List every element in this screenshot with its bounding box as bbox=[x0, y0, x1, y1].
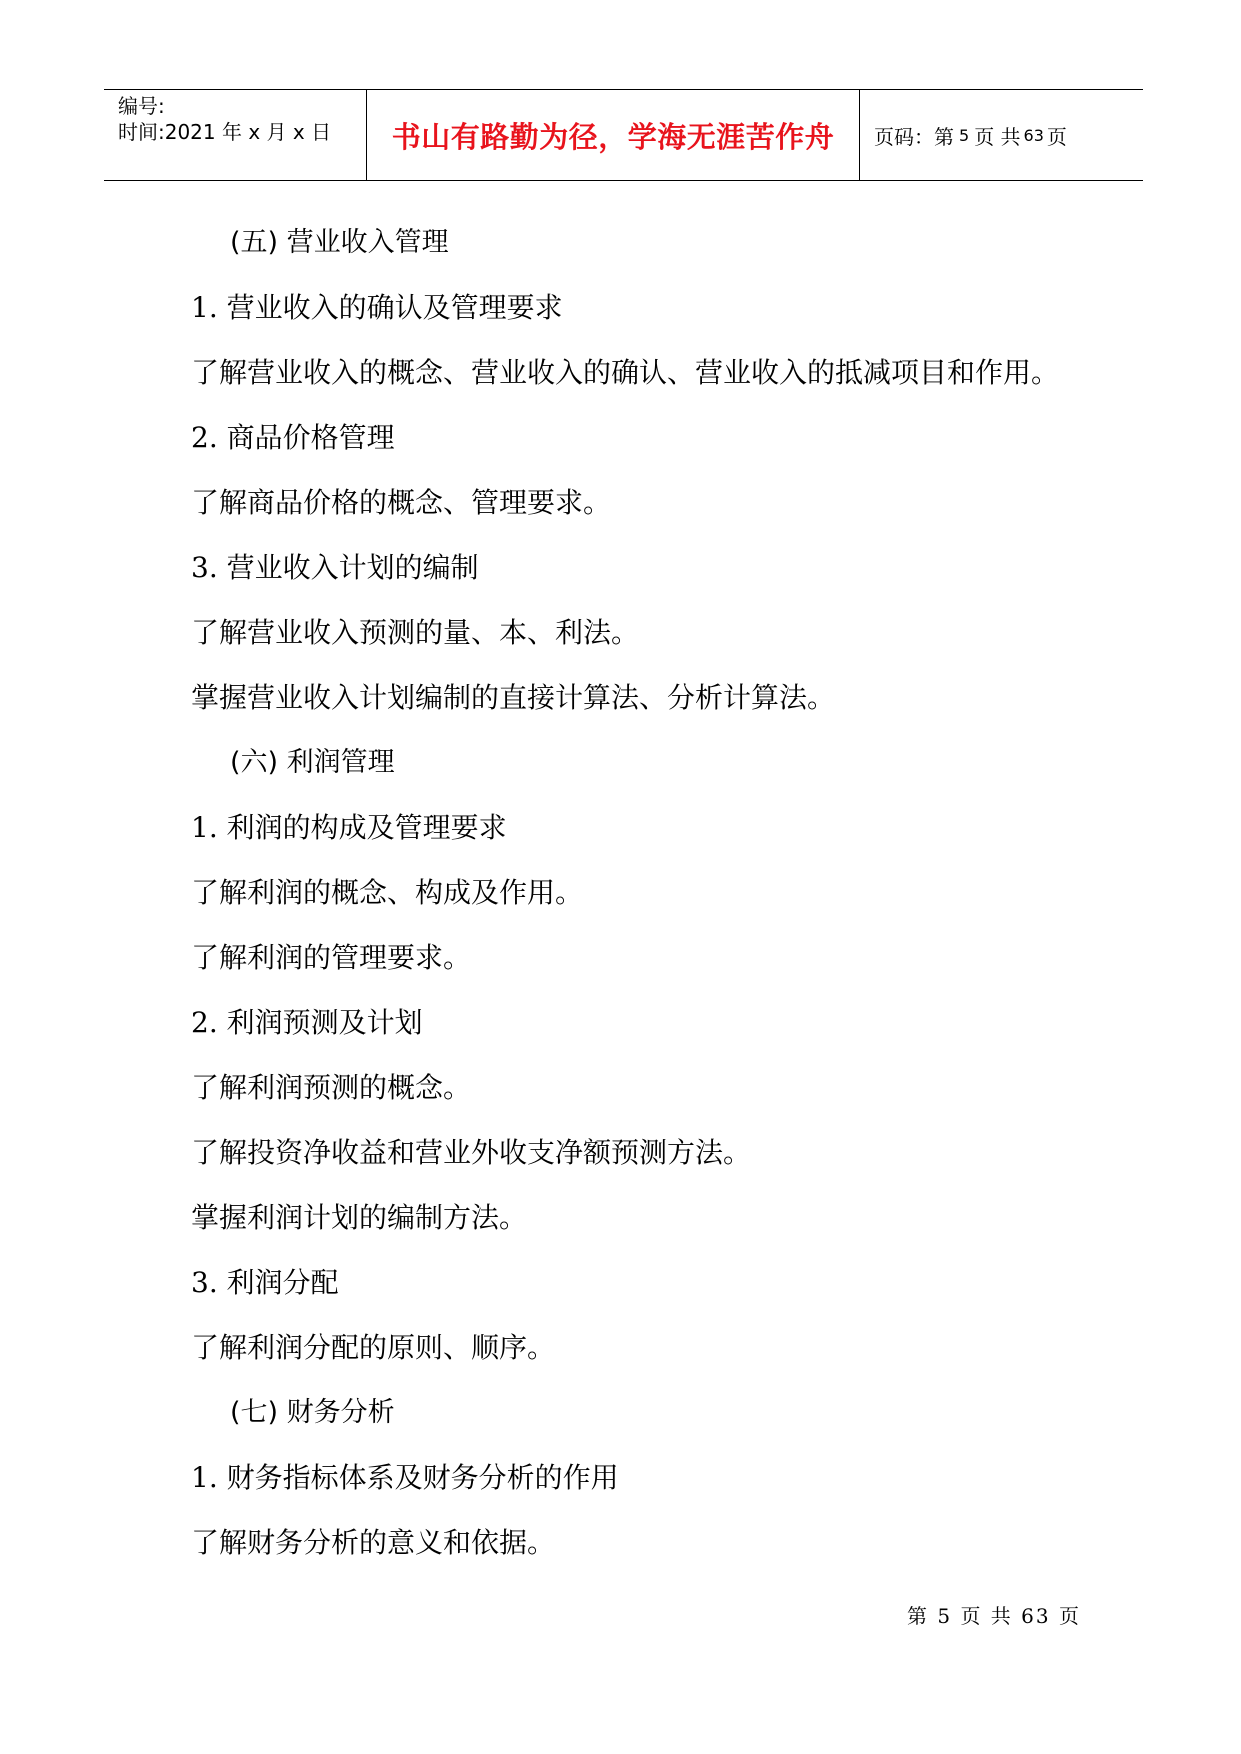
body-paragraph: 了解利润分配的原则、顺序。 bbox=[191, 1331, 556, 1364]
page-header bbox=[104, 89, 1143, 181]
serial-number-label: 编号: bbox=[118, 94, 165, 118]
section-heading: (六) 利润管理 bbox=[230, 747, 395, 778]
subsection-heading: 1. 营业收入的确认及管理要求 bbox=[191, 291, 563, 324]
body-paragraph: 了解利润预测的概念。 bbox=[191, 1071, 472, 1104]
subsection-heading: 1. 利润的构成及管理要求 bbox=[191, 811, 507, 844]
subsection-heading: 2. 利润预测及计划 bbox=[191, 1006, 423, 1039]
body-paragraph: 了解利润的概念、构成及作用。 bbox=[191, 876, 584, 909]
section-heading: (五) 营业收入管理 bbox=[230, 227, 449, 258]
subsection-heading: 3. 营业收入计划的编制 bbox=[191, 551, 479, 584]
header-page-cell bbox=[860, 90, 1143, 180]
header-meta-cell bbox=[104, 90, 367, 180]
body-paragraph: 了解投资净收益和营业外收支净额预测方法。 bbox=[191, 1136, 752, 1169]
body-paragraph: 了解财务分析的意义和依据。 bbox=[191, 1526, 556, 1559]
subsection-heading: 2. 商品价格管理 bbox=[191, 421, 395, 454]
subsection-heading: 3. 利润分配 bbox=[191, 1266, 339, 1299]
motto-text: 书山有路勤为径，学海无涯苦作舟 bbox=[391, 119, 835, 154]
time-label: 时间:2021 年 x 月 x 日 bbox=[118, 120, 332, 144]
page-suffix: 页 bbox=[1046, 124, 1067, 149]
body-paragraph: 了解商品价格的概念、管理要求。 bbox=[191, 486, 612, 519]
page-total: 63 bbox=[1023, 125, 1044, 145]
page-mid-label: 页 共 bbox=[974, 124, 1021, 149]
section-heading: (七) 财务分析 bbox=[230, 1397, 395, 1428]
page-number: 5 bbox=[959, 125, 970, 145]
body-paragraph: 了解营业收入的概念、营业收入的确认、营业收入的抵减项目和作用。 bbox=[191, 356, 1060, 389]
page-label: 页码：第 bbox=[874, 124, 954, 149]
page-footer: 第 5 页 共 63 页 bbox=[907, 1604, 1081, 1628]
body-paragraph: 掌握营业收入计划编制的直接计算法、分析计算法。 bbox=[191, 681, 836, 714]
body-paragraph: 掌握利润计划的编制方法。 bbox=[191, 1201, 528, 1234]
header-motto-cell bbox=[367, 90, 860, 180]
subsection-heading: 1. 财务指标体系及财务分析的作用 bbox=[191, 1461, 619, 1494]
body-paragraph: 了解营业收入预测的量、本、利法。 bbox=[191, 616, 640, 649]
body-paragraph: 了解利润的管理要求。 bbox=[191, 941, 472, 974]
document-body bbox=[191, 222, 1091, 1587]
